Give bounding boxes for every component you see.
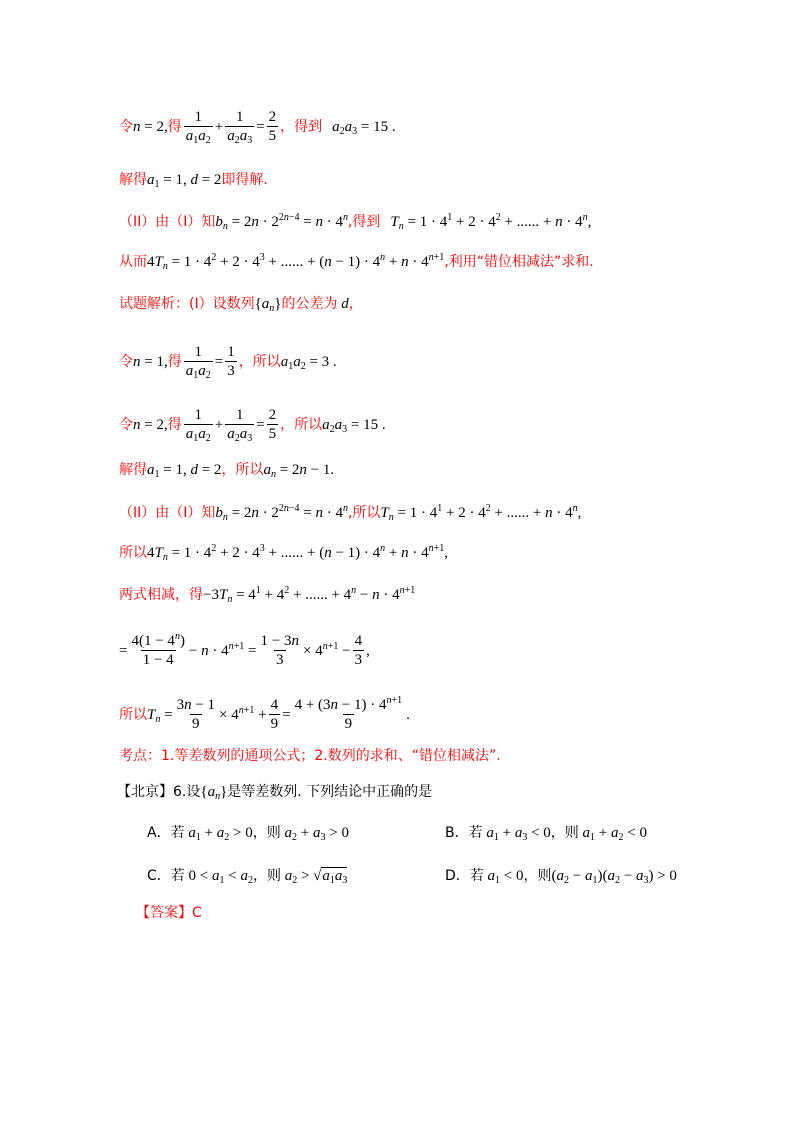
solution-line-9: （II）由（I）知 $b_n = 2n \cdot 2^{2n-4} = n \cdot 4^n$ ,所以 $T_n = 1 \cdot 4^1 + 2 \cdot 4^2$ + ...... + $n \cdot 4^n$,: [119, 503, 582, 523]
answer-line: 【答案】 C: [136, 905, 202, 921]
solution-line-3: （II）由（I）知 $b_n = 2n \cdot 2^{2n-4} = n \cdot 4^n$ ,得到 $T_n = 1 \cdot 4^1 + 2 \cdot 4^2$ + ...... + $n \cdot 4^n$,: [119, 212, 592, 232]
solution-line-2: 解得 $a_1 = 1$, d = 2 即得解.: [119, 172, 268, 190]
option-c: C．若 $0 < a_1 < a_2$ ，则 $a_2 > √a_1a_3$: [147, 868, 348, 886]
solution-line-7: 令 n = 2, 得 $\frac{1}{a_1a_2}$ + $\frac{1}{a_2a_3}$ = $\frac{2}{5}$ ，所以 $a_2a_3 = 15$ .: [119, 407, 386, 444]
solution-line-4: 从而 $4T_n = 1 \cdot 4^2 + 2 \cdot 4^3$ + ...... + $(n - 1) \cdot 4^n + n \cdot 4^{n+1}$ ,利用“错位相减法”求和.: [119, 252, 594, 272]
solution-line-13: 所以 $T_n$ = $\frac{3n - 1}{9}$ × $4^{n+1}$ + $\frac{4}{9}$ = $\frac{4 + (3n - 1) \cdot 4^{n+1}}{9}$ .: [119, 695, 410, 732]
solution-line-11: 两式相减，得 $-3T_n = 4^1 + 4^2$ + ...... + $4^n - n \cdot 4^{n+1}$: [119, 585, 416, 605]
solution-line-10: 所以 $4T_n = 1 \cdot 4^2 + 2 \cdot 4^3$ + ...... + $(n - 1) \cdot 4^n + n \cdot 4^{n+1}$,: [119, 543, 449, 563]
question-stem: 【北京】 6. 设 $\{a_n\}$ 是等差数列. 下列结论中正确的是: [117, 784, 433, 802]
solution-line-8: 解得 $a_1 = 1$, d = 2 ，所以 $a_n = 2n - 1$.: [119, 462, 335, 480]
option-a: A．若 $a_1 + a_2 > 0$ ，则 $a_2 + a_3 > 0$: [147, 825, 349, 843]
option-d: D．若 $a_1 < 0$ ，则 $(a_2 - a_1)(a_2 - a_3) > 0$: [445, 868, 677, 886]
solution-line-6: 令 n = 1, 得 $\frac{1}{a_1a_2}$ = $\frac{1}{3}$ ，所以 $a_1a_2 = 3$ .: [119, 344, 337, 381]
solution-line-5: 试题解析：(I）设数列 $\{a_n\}$ 的公差为 d ，: [119, 296, 363, 314]
solution-line-1: 令 n = 2, 得 $\frac{1}{a_1a_2}$ + $\frac{1}{a_2a_3}$ = $\frac{2}{5}$ ，得到 $a_2a_3 = 15$ .: [119, 109, 396, 146]
answer-value: C: [192, 905, 202, 921]
key-points-line: 考点：1.等差数列的通项公式；2.数列的求和、“错位相减法”.: [119, 748, 501, 764]
solution-line-12: = $\frac{4(1 - 4^n)}{1 - 4}$ − $n \cdot 4^{n+1}$ = $\frac{1 - 3n}{3}$ × $4^{n+1}$ − $\frac{4}{3}$ ,: [119, 631, 370, 668]
option-b: B．若 $a_1 + a_3 < 0$ ，则 $a_1 + a_2 < 0$: [445, 825, 647, 843]
